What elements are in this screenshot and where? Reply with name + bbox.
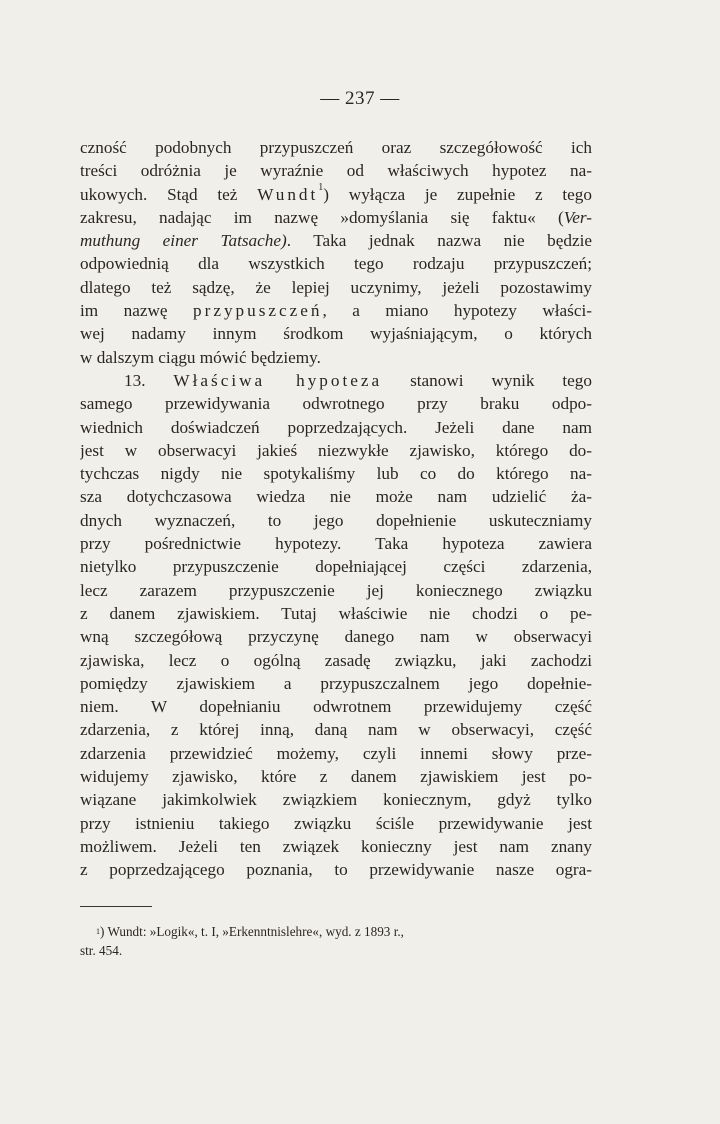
text-line (80, 672, 592, 695)
text-run: zdarzenia, z której inną, daną nam w obserwacyi, część (80, 720, 592, 740)
text-run: z danem zjawiskiem. Tutaj właściwie nie chodzi o pe- (80, 603, 592, 623)
text-run: widujemy zjawisko, które z danem zjawiskiem jest po- (80, 767, 592, 787)
text-line (80, 742, 592, 765)
text-run: przy istnieniu takiego związku ściśle przewidywanie jest (80, 813, 592, 833)
text-line (80, 392, 592, 415)
text-run: w dalszym ciągu mówić będziemy. (80, 347, 321, 367)
text-run: samego przewidywania odwrotnego przy braku odpo- (80, 394, 592, 414)
text-line (80, 276, 592, 299)
text-line (80, 229, 592, 252)
text-line (80, 322, 592, 345)
text-line (80, 299, 592, 322)
footnote (80, 922, 592, 960)
text-run: sza dotychczasowa wiedza nie może nam udzielić ża- (80, 487, 592, 507)
footnote-reference: 1 (318, 182, 324, 193)
footnote-line: str. 454. (80, 943, 123, 958)
text-run: zdarzenia przewidzieć możemy, czyli innemi słowy prze- (80, 743, 592, 763)
text-line (80, 835, 592, 858)
text-run: pomiędzy zjawiskiem a przypuszczalnem jego dopełnie- (80, 673, 592, 693)
text-line (80, 206, 592, 229)
text-run: , a miano hypotezy właści- (322, 301, 592, 321)
text-run: tychczas nigdy nie spotykaliśmy lub co do którego na- (80, 464, 592, 484)
spaced-emphasis: przypuszczeń (193, 301, 323, 321)
italic-text: muthung einer Tatsache) (80, 231, 287, 251)
text-line (80, 765, 592, 788)
text-run: przy pośrednictwie hypotezy. Taka hypoteza zawiera (80, 534, 592, 554)
footnote-text: ) Wundt: »Logik«, t. I, »Erkenntnislehre«, wyd. z 1893 r., (100, 924, 404, 939)
text-line (80, 695, 592, 718)
text-line (80, 485, 592, 508)
text-run: wiednich doświadczeń poprzedzających. Jeżeli dane nam (80, 417, 592, 437)
footnote-marker: 1 (96, 927, 100, 936)
text-line (80, 812, 592, 835)
text-run: wej nadamy innym środkom wyjaśniającym, o których (80, 324, 592, 344)
text-line (80, 136, 592, 159)
text-run: wiązane jakimkolwiek związkiem koniecznym, gdyż tylko (80, 790, 592, 810)
footnote-line (80, 922, 592, 941)
text-run: dlatego też sądzę, że lepiej uczynimy, jeżeli pozostawimy (80, 277, 592, 297)
text-run: dnych wyznaczeń, to jego dopełnienie uskuteczniamy (80, 510, 592, 530)
spaced-emphasis: Wundt (257, 184, 319, 204)
text-run: z poprzedzającego poznania, to przewidywanie nasze ogra- (80, 860, 592, 880)
text-run: zakresu, nadając im nazwę »domyślania się faktu« ( (80, 207, 564, 227)
text-run: treści odróżnia je wyraźnie od właściwych hypotez na- (80, 161, 592, 181)
page-number: — 237 — (320, 88, 400, 109)
text-run: lecz zarazem przypuszczenie jej koniecznego związku (80, 580, 592, 600)
text-line (80, 602, 592, 625)
text-line (80, 555, 592, 578)
text-line (80, 788, 592, 811)
text-run: ) wyłącza je zupełnie z tego (323, 184, 592, 204)
text-run: 13. (124, 370, 174, 390)
italic-text: Ver- (563, 207, 592, 227)
text-run: nietylko przypuszczenie dopełniającej części zdarzenia, (80, 557, 592, 577)
text-line (80, 369, 592, 392)
spaced-emphasis: Właściwa hypoteza (173, 370, 383, 390)
text-run: odpowiednią dla wszystkich tego rodzaju przypuszczeń; (80, 254, 592, 274)
text-run: wną szczegółową przyczynę danego nam w obserwacyi (80, 627, 592, 647)
text-line (80, 159, 592, 182)
text-run: niem. W dopełnianiu odwrotnem przewidujemy część (80, 697, 592, 717)
text-line (80, 346, 592, 369)
text-line (80, 416, 592, 439)
text-run: zjawiska, lecz o ogólną zasadę związku, jaki zachodzi (80, 650, 592, 670)
text-run: im nazwę (80, 301, 193, 321)
text-run: jest w obserwacyi jakieś niezwykłe zjawisko, którego do- (80, 440, 592, 460)
text-run: . Taka jednak nazwa nie będzie (286, 231, 592, 251)
text-line (80, 183, 592, 206)
text-run: ukowych. Stąd też (80, 184, 258, 204)
footnote-rule (80, 906, 152, 907)
text-line (80, 625, 592, 648)
text-line (80, 462, 592, 485)
text-run: stanowi wynik tego (382, 370, 592, 390)
text-run: czność podobnych przypuszczeń oraz szczegółowość ich (80, 138, 592, 157)
text-line (80, 649, 592, 672)
text-line (80, 579, 592, 602)
text-line (80, 439, 592, 462)
body-text (80, 136, 592, 882)
text-line (80, 718, 592, 741)
text-line (80, 509, 592, 532)
text-line (80, 252, 592, 275)
text-line (80, 858, 592, 881)
text-run: możliwem. Jeżeli ten związek konieczny jest nam znany (80, 836, 592, 856)
text-line (80, 532, 592, 555)
